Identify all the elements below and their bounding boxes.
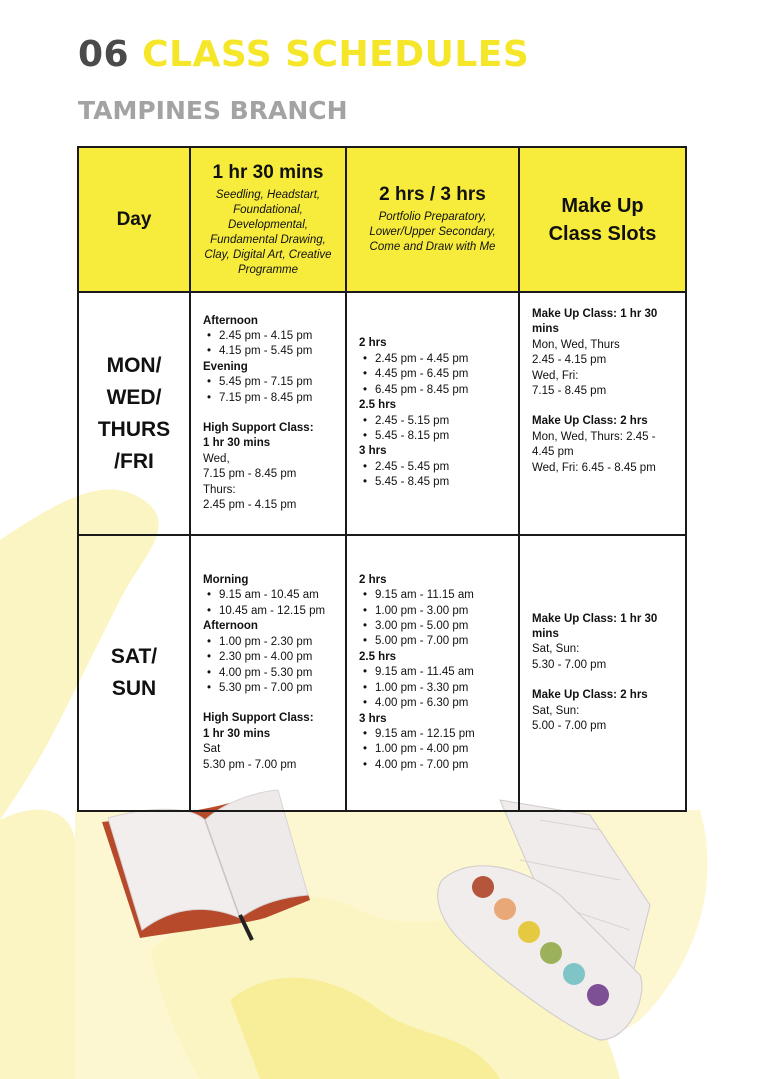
list-item: • 1.00 pm - 3.30 pm — [359, 681, 508, 696]
page-title — [78, 34, 529, 75]
header-day: Day — [78, 147, 190, 292]
list-item: • 1.00 pm - 2.30 pm — [203, 635, 335, 650]
branch-subtitle: TAMPINES BRANCH — [78, 96, 348, 125]
weekend-makeup-cell: Make Up Class: 1 hr 30 mins Sat, Sun: 5.30 - 7.00 pm Make Up Class: 2 hrs Sat, Sun: 5.00 - 7.00 pm — [519, 535, 686, 811]
day-cell-weekend: SAT/ SUN — [78, 535, 190, 811]
weekend-90min-cell: Morning • 9.15 am - 10.45 am • 10.45 am - 12.15 pm Afternoon • 1.00 pm - 2.30 pm • 2.30 pm - 4.00 pm • 4.00 pm - 5.30 pm • 5.30 pm - 7.00 pm High Support Class: 1 hr 30 mins Sat 5.30 pm - 7.00 pm — [190, 535, 346, 811]
list-item: • 2.45 - 5.15 pm — [359, 414, 508, 429]
weekend-afternoon-list — [203, 635, 335, 697]
list-item: • 9.15 am - 11.15 am — [359, 588, 508, 603]
list-item: • 9.15 am - 11.45 am — [359, 665, 508, 680]
weekday-2hrs-list — [359, 352, 508, 398]
list-item: • 4.45 pm - 6.45 pm — [359, 367, 508, 382]
list-item: • 1.00 pm - 4.00 pm — [359, 742, 508, 757]
day-cell-weekday: MON/ WED/ THURS /FRI — [78, 292, 190, 535]
list-item: • 5.45 - 8.45 pm — [359, 475, 508, 490]
weekday-2-3hrs-cell: 2 hrs • 2.45 pm - 4.45 pm • 4.45 pm - 6.45 pm • 6.45 pm - 8.45 pm 2.5 hrs • 2.45 - 5.15 pm • 5.45 - 8.15 pm 3 hrs • 2.45 - 5.45 pm • 5.45 - 8.45 pm — [346, 292, 519, 535]
list-item: • 5.30 pm - 7.00 pm — [203, 681, 335, 696]
weekday-evening-list — [203, 375, 335, 406]
weekday-afternoon-list — [203, 329, 335, 360]
header-row — [78, 147, 686, 292]
title-number: 06 — [78, 34, 130, 75]
header-2-3hrs: 2 hrs / 3 hrs Portfolio Preparatory, Lower/Upper Secondary, Come and Draw with Me — [346, 147, 519, 292]
list-item: • 5.45 - 8.15 pm — [359, 429, 508, 444]
list-item: • 4.15 pm - 5.45 pm — [203, 344, 335, 359]
list-item: • 4.00 pm - 6.30 pm — [359, 696, 508, 711]
list-item: • 3.00 pm - 5.00 pm — [359, 619, 508, 634]
weekday-makeup-cell: Make Up Class: 1 hr 30 mins Mon, Wed, Thurs 2.45 - 4.15 pm Wed, Fri: 7.15 - 8.45 pm Make Up Class: 2 hrs Mon, Wed, Thurs: 2.45 - 4.45 pm Wed, Fri: 6.45 - 8.45 pm — [519, 292, 686, 535]
weekday-90min-cell: Afternoon • 2.45 pm - 4.15 pm • 4.15 pm - 5.45 pm Evening • 5.45 pm - 7.15 pm • 7.15 pm - 8.45 pm High Support Class: 1 hr 30 mins Wed, 7.15 pm - 8.45 pm Thurs: 2.45 pm - 4.15 pm — [190, 292, 346, 535]
weekday-3hrs-list — [359, 460, 508, 491]
list-item: • 7.15 pm - 8.45 pm — [203, 391, 335, 406]
table-row-weekend — [78, 535, 686, 811]
table-row-weekday — [78, 292, 686, 535]
weekend-2-3hrs-cell: 2 hrs • 9.15 am - 11.15 am • 1.00 pm - 3.00 pm • 3.00 pm - 5.00 pm • 5.00 pm - 7.00 pm 2.5 hrs • 9.15 am - 11.45 am • 1.00 pm - 3.30 pm • 4.00 pm - 6.30 pm 3 hrs • 9.15 am - 12.15 pm • 1.00 pm - 4.00 pm • 4.00 pm - 7.00 pm — [346, 535, 519, 811]
weekend-morning-list — [203, 588, 335, 619]
header-90min: 1 hr 30 mins Seedling, Headstart, Foundational, Developmental, Fundamental Drawing, Clay, Digital Art, Creative Programme — [190, 147, 346, 292]
schedule-table — [77, 146, 687, 812]
title-text: CLASS SCHEDULES — [142, 34, 530, 75]
list-item: • 4.00 pm - 7.00 pm — [359, 758, 508, 773]
weekend-2hrs-list — [359, 588, 508, 650]
list-item: • 2.45 pm - 4.45 pm — [359, 352, 508, 367]
list-item: • 2.30 pm - 4.00 pm — [203, 650, 335, 665]
list-item: • 2.45 pm - 4.15 pm — [203, 329, 335, 344]
list-item: • 5.45 pm - 7.15 pm — [203, 375, 335, 390]
list-item: • 4.00 pm - 5.30 pm — [203, 666, 335, 681]
header-makeup: Make Up Class Slots — [519, 147, 686, 292]
list-item: • 6.45 pm - 8.45 pm — [359, 383, 508, 398]
weekday-2-5hrs-list — [359, 414, 508, 445]
list-item: • 10.45 am - 12.15 pm — [203, 604, 335, 619]
list-item: • 9.15 am - 10.45 am — [203, 588, 335, 603]
list-item: • 5.00 pm - 7.00 pm — [359, 634, 508, 649]
weekend-3hrs-list — [359, 727, 508, 773]
list-item: • 1.00 pm - 3.00 pm — [359, 604, 508, 619]
list-item: • 9.15 am - 12.15 pm — [359, 727, 508, 742]
list-item: • 2.45 - 5.45 pm — [359, 460, 508, 475]
weekend-2-5hrs-list — [359, 665, 508, 711]
